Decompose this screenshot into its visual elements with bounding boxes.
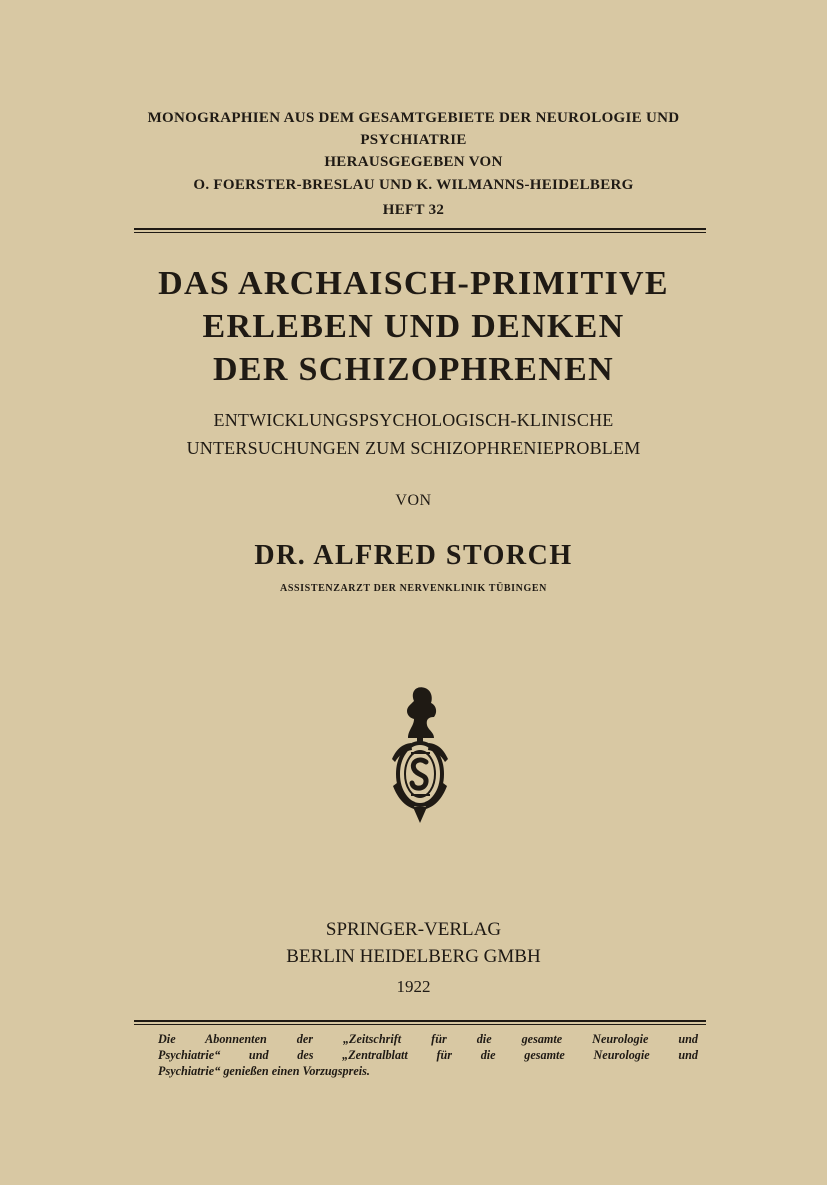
author-name: DR. ALFRED STORCH bbox=[254, 540, 573, 571]
book-title-line-2: ERLEBEN UND DENKEN bbox=[202, 308, 625, 345]
book-title-line-1: DAS ARCHAISCH-PRIMITIVE bbox=[158, 265, 669, 302]
publication-year: 1922 bbox=[396, 977, 431, 996]
series-title-line-1: MONOGRAPHIEN AUS DEM GESAMTGEBIETE DER NEUROLOGIE UND bbox=[147, 110, 680, 126]
springer-knight-icon bbox=[383, 683, 457, 828]
author-intro: VON bbox=[395, 492, 432, 509]
subscriber-discount-notice bbox=[158, 1031, 698, 1079]
book-subtitle-line-1: ENTWICKLUNGSPSYCHOLOGISCH-KLINISCHE bbox=[213, 410, 614, 430]
series-editors: O. FOERSTER-BRESLAU UND K. WILMANNS-HEIDELBERG bbox=[193, 177, 634, 193]
publisher-name: SPRINGER-VERLAG bbox=[325, 919, 502, 940]
notice-line-1: Die Abonnenten der „Zeitschrift für die gesamte Neurologie und bbox=[158, 1032, 698, 1046]
bottom-divider-thick bbox=[134, 1020, 706, 1022]
top-divider-thick bbox=[134, 228, 706, 230]
series-editor-intro: HERAUSGEGEBEN VON bbox=[324, 154, 503, 170]
bottom-divider-thin bbox=[134, 1024, 706, 1025]
book-title-line-3: DER SCHIZOPHRENEN bbox=[213, 351, 614, 388]
book-subtitle-line-2: UNTERSUCHUNGEN ZUM SCHIZOPHRENIEPROBLEM bbox=[186, 438, 641, 458]
publisher-location: BERLIN HEIDELBERG GMBH bbox=[286, 946, 541, 967]
author-affiliation: ASSISTENZARZT DER NERVENKLINIK TÜBINGEN bbox=[280, 583, 547, 594]
top-divider-thin bbox=[134, 232, 706, 233]
series-title-line-2: PSYCHIATRIE bbox=[360, 132, 467, 148]
series-issue-number: HEFT 32 bbox=[382, 202, 445, 218]
notice-line-3: Psychiatrie“ genießen einen Vorzugspreis. bbox=[158, 1064, 370, 1078]
notice-line-2: Psychiatrie“ und des „Zentralblatt für die gesamte Neurologie und bbox=[158, 1048, 698, 1062]
